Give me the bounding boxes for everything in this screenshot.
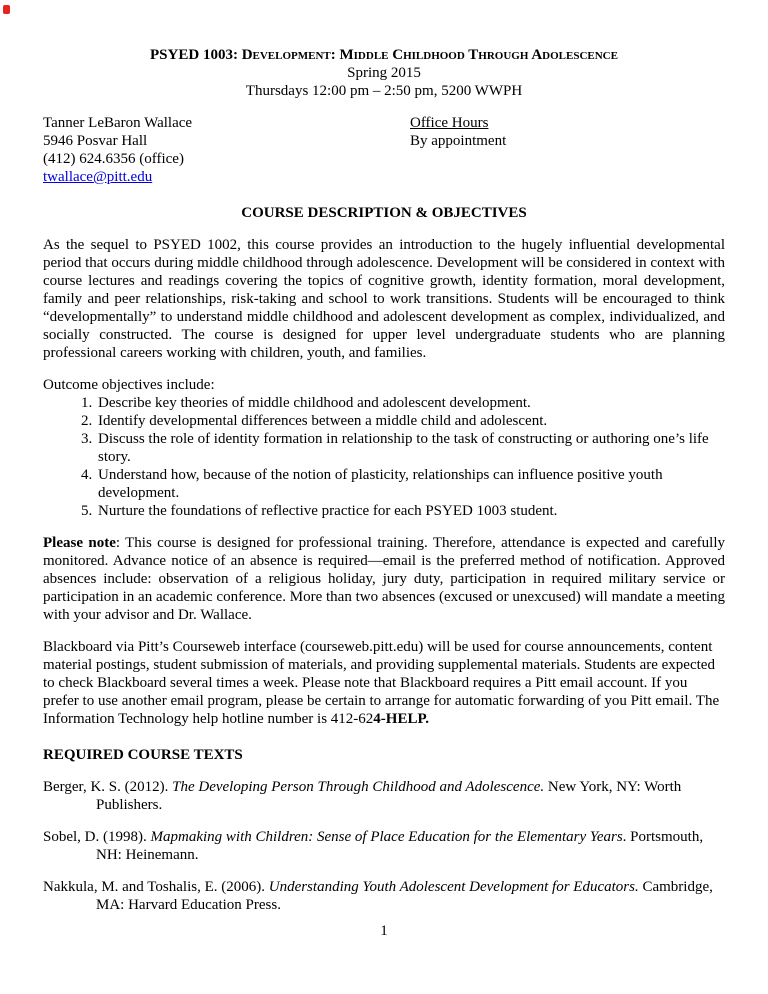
required-texts-heading: REQUIRED COURSE TEXTS [43,747,243,763]
instructor-info [43,114,410,186]
blackboard-paragraph [43,638,725,728]
reference-book-title: The Developing Person Through Childhood and Adolescence. [172,779,545,795]
reference-book-title: Mapmaking with Children: Sense of Place Education for the Elementary Years [150,829,623,845]
office-hours-value: By appointment [410,133,507,149]
reference-entry [43,878,725,914]
course-title [43,46,725,64]
reference-authors: Sobel, D. (1998). [43,829,151,845]
reference-authors: Berger, K. S. (2012). [43,779,173,795]
attendance-note-body: : This course is designed for professional training. Therefore, attendance is expected and carefully monitored. Advance notice of an absence is required—email is the preferred method of notification. Approved absences include: observation of a religious holiday, jury duty, participation in required military service or participation in an academic conference. More than two absences (excused or unexcused) will mandate a meeting with your advisor and Dr. Wallace. [43,535,725,623]
contact-block [43,114,725,186]
objective-item: 3. Discuss the role of identity formation in relationship to the task of constructing or authoring one’s life story. [96,430,725,466]
objectives-list [43,394,725,520]
office-hours-label: Office Hours [410,115,489,131]
description-heading: COURSE DESCRIPTION & OBJECTIVES [241,205,527,221]
course-schedule: Thursdays 12:00 pm – 2:50 pm, 5200 WWPH [245,83,523,99]
blackboard-body: Blackboard via Pitt’s Courseweb interface (courseweb.pitt.edu) will be used for course announcements, content material postings, student submission of materials, and providing supplemental materials. Students are expected to check Blackboard several times a week. Please note that Blackboard requires a Pitt email account. If you prefer to use another email program, please be certain to arrange for automatic forwarding of you Pitt email. The Information Technology help hotline number is 412-62 [43,639,720,727]
instructor-email-link[interactable]: twallace@pitt.edu [43,169,153,185]
page-number: 1 [380,923,388,939]
course-term: Spring 2015 [347,65,421,81]
reference-publisher: Cambridge, MA: Harvard Education Press. [96,879,713,913]
reference-entry [43,828,725,864]
blackboard-hotline: 4-HELP. [373,711,429,727]
objective-item: 4. Understand how, because of the notion of plasticity, relationships can influence positive youth development. [96,466,725,502]
objectives-intro: Outcome objectives include: [43,377,215,393]
reference-publisher: . Portsmouth, NH: Heinemann. [96,829,704,863]
instructor-phone: (412) 624.6356 (office) [43,151,184,167]
course-name: Development: Middle Childhood Through Adolescence [241,47,618,63]
objective-item: 2. Identify developmental differences between a middle child and adolescent. [96,412,725,430]
course-number: PSYED 1003: [150,47,242,63]
instructor-name: Tanner LeBaron Wallace [43,115,193,131]
reference-book-title: Understanding Youth Adolescent Development for Educators. [268,879,639,895]
corner-marker-icon [3,5,10,14]
attendance-note-paragraph [43,534,725,624]
reference-authors: Nakkula, M. and Toshalis, E. (2006). [43,879,269,895]
objective-item: 1. Describe key theories of middle childhood and adolescent development. [96,394,725,412]
attendance-note-lead: Please note [43,535,116,551]
instructor-address: 5946 Posvar Hall [43,133,148,149]
objective-item: 5. Nurture the foundations of reflective practice for each PSYED 1003 student. [96,502,725,520]
reference-entry [43,778,725,814]
office-hours-block [410,114,725,186]
course-description-paragraph: As the sequel to PSYED 1002, this course provides an introduction to the hugely influential developmental period that occurs during middle childhood through adolescence. Development will be considered in context with course lectures and readings covering the topics of cognitive growth, identity formation, moral development, family and peer relationships, risk-taking and school to work transitions. Students will be encouraged to think “developmentally” to understand middle childhood and adolescent development as complex, individualized, and socially constructed. The course is designed for upper level undergraduate students who are planning professional careers working with children, youth, and families. [43,237,725,361]
reference-publisher: New York, NY: Worth Publishers. [96,779,682,813]
